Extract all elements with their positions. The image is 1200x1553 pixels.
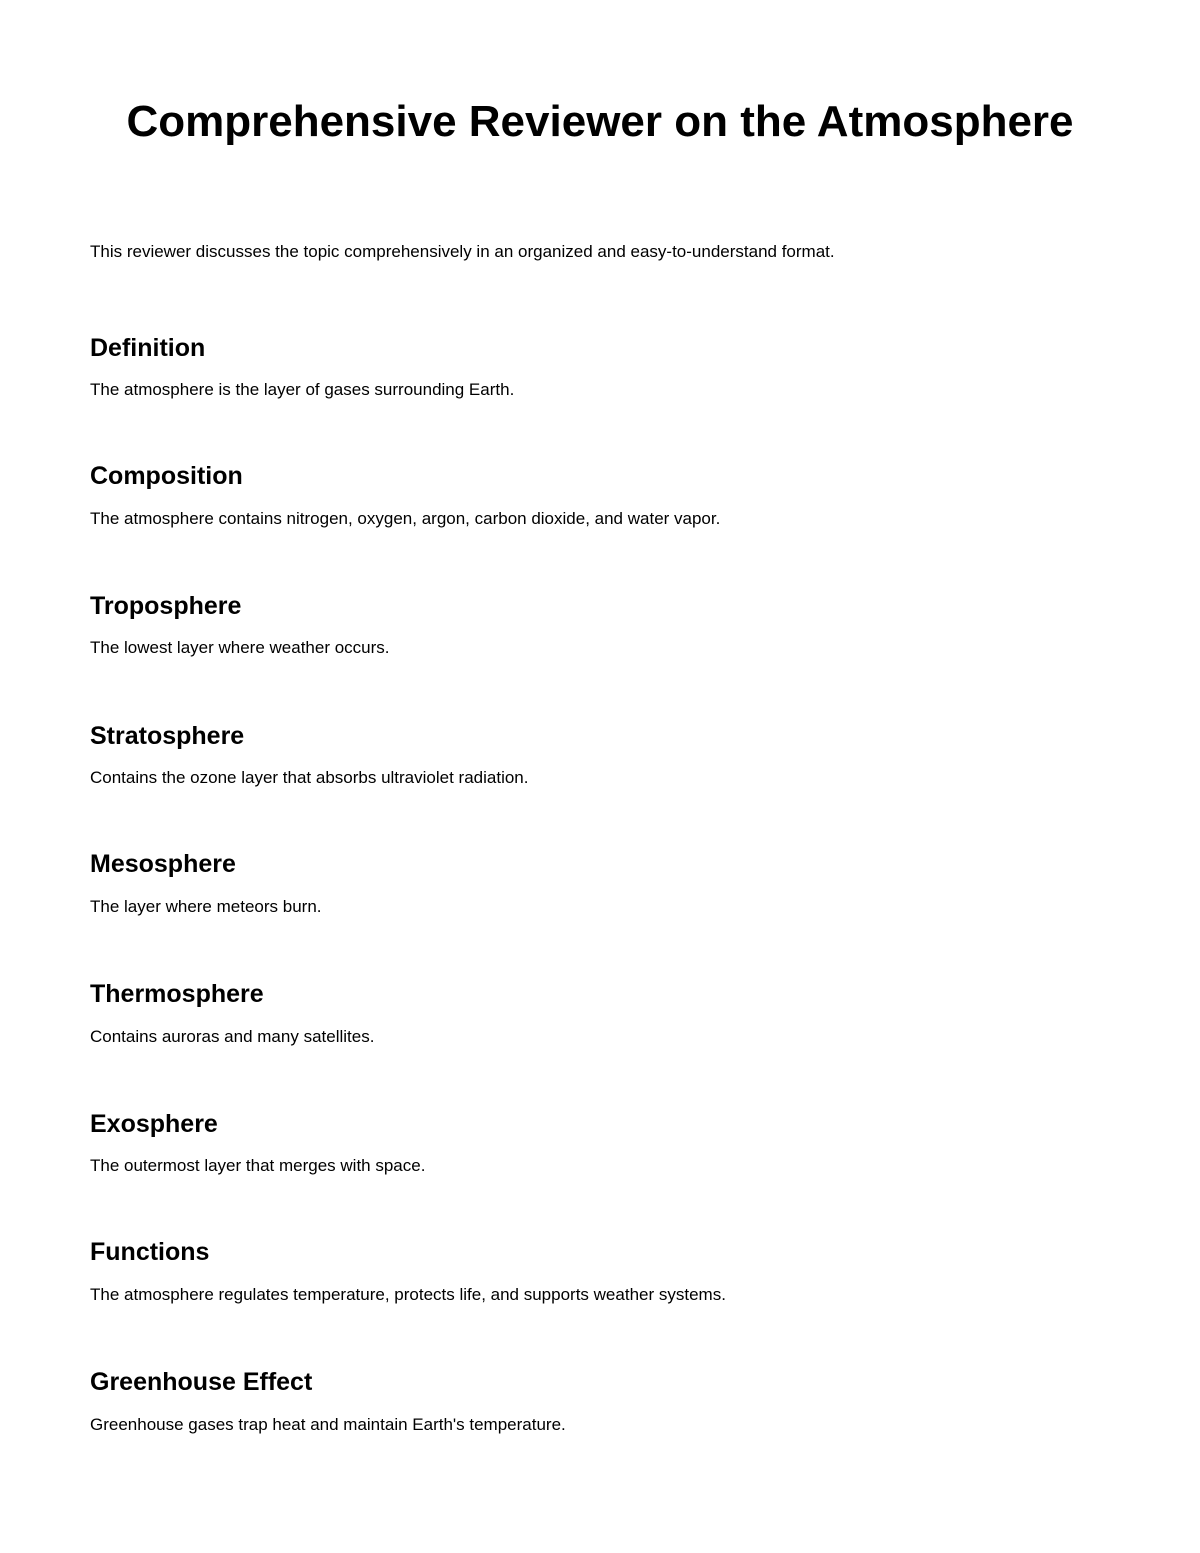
section-heading-composition: Composition bbox=[90, 462, 243, 490]
section-heading-definition: Definition bbox=[90, 334, 206, 362]
section-heading-mesosphere: Mesosphere bbox=[90, 850, 236, 878]
section-heading-functions: Functions bbox=[90, 1238, 210, 1266]
section-body-exosphere: The outermost layer that merges with space. bbox=[90, 1156, 426, 1175]
section-heading-greenhouse-effect: Greenhouse Effect bbox=[90, 1368, 313, 1396]
page-title: Comprehensive Reviewer on the Atmosphere bbox=[126, 97, 1074, 146]
section-body-thermosphere: Contains auroras and many satellites. bbox=[90, 1027, 375, 1046]
section-heading-stratosphere: Stratosphere bbox=[90, 722, 245, 750]
section-heading-thermosphere: Thermosphere bbox=[90, 980, 264, 1008]
section-body-definition: The atmosphere is the layer of gases surrounding Earth. bbox=[90, 380, 515, 399]
section-body-greenhouse-effect: Greenhouse gases trap heat and maintain Earth's temperature. bbox=[90, 1415, 566, 1434]
section-body-composition: The atmosphere contains nitrogen, oxygen, argon, carbon dioxide, and water vapor. bbox=[90, 509, 721, 528]
section-body-stratosphere: Contains the ozone layer that absorbs ultraviolet radiation. bbox=[90, 768, 529, 787]
section-body-mesosphere: The layer where meteors burn. bbox=[90, 897, 322, 916]
intro-paragraph: This reviewer discusses the topic comprehensively in an organized and easy-to-understand format. bbox=[90, 242, 835, 261]
section-body-troposphere: The lowest layer where weather occurs. bbox=[90, 638, 390, 657]
section-body-functions: The atmosphere regulates temperature, protects life, and supports weather systems. bbox=[90, 1285, 726, 1304]
section-heading-exosphere: Exosphere bbox=[90, 1110, 218, 1138]
section-heading-troposphere: Troposphere bbox=[90, 592, 242, 620]
